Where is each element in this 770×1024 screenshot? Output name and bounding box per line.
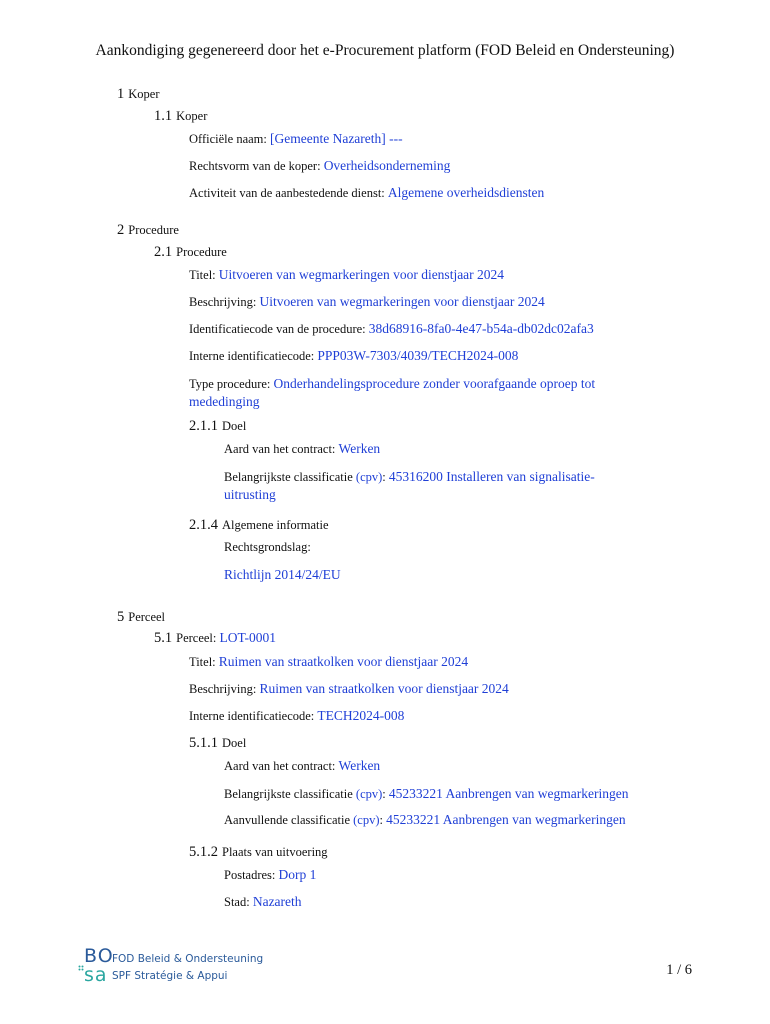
section-5-1-2-heading: 5.1.2 Plaats van uitvoering xyxy=(189,844,328,860)
procedure-title-row: Titel: Uitvoeren van wegmarkeringen voor dienstjaar 2024 xyxy=(189,267,505,282)
activity-row: Activiteit van de aanbestedende dienst: Algemene overheidsdiensten xyxy=(189,185,545,200)
lot-internal-id-row: Interne identificatiecode: TECH2024-008 xyxy=(189,708,405,723)
procedure-description-row: Beschrijving: Uitvoeren van wegmarkeringen voor dienstjaar 2024 xyxy=(189,294,545,309)
page-header: Aankondiging gegenereerd door het e-Procurement platform (FOD Beleid en Ondersteuning) xyxy=(95,42,675,59)
postal-address-row: Postadres: Dorp 1 xyxy=(224,867,317,882)
section-5-heading: 5 Perceel xyxy=(117,609,166,625)
main-classification-row: Belangrijkste classificatie (cpv): 45316200 Installeren van signalisatie- uitrusting xyxy=(224,469,595,502)
official-name-row: Officiële naam: [Gemeente Nazareth] --- xyxy=(189,131,403,146)
lot-contract-nature-row: Aard van het contract: Werken xyxy=(224,758,381,773)
procedure-type-row: Type procedure: Onderhandelingsprocedure zonder voorafgaande oproep tot mededinging xyxy=(189,376,596,409)
section-2-heading: 2 Procedure xyxy=(117,222,179,238)
procedure-id-row: Identificatiecode van de procedure: 38d68916-8fa0-4e47-b54a-db02dc02afa3 xyxy=(189,321,594,336)
bosa-logo-mark: BO sa xyxy=(84,945,114,986)
legal-basis-value: Richtlijn 2014/24/EU xyxy=(224,567,341,582)
lot-title-row: Titel: Ruimen van straatkolken voor dienstjaar 2024 xyxy=(189,654,469,669)
section-2-1-heading: 2.1 Procedure xyxy=(154,244,227,260)
city-row: Stad: Nazareth xyxy=(224,894,302,909)
section-2-1-1-heading: 2.1.1 Doel xyxy=(189,418,247,434)
logo-dots-icon xyxy=(78,965,84,971)
bosa-logo xyxy=(84,947,284,991)
legal-basis-label: Rechtsgrondslag: xyxy=(224,540,311,554)
lot-additional-classification-row: Aanvullende classificatie (cpv): 45233221 Aanbrengen van wegmarkeringen xyxy=(224,812,626,827)
section-5-1-heading: 5.1 Perceel: LOT-0001 xyxy=(154,630,277,646)
lot-main-classification-row: Belangrijkste classificatie (cpv): 45233221 Aanbrengen van wegmarkeringen xyxy=(224,786,629,801)
lot-description-row: Beschrijving: Ruimen van straatkolken voor dienstjaar 2024 xyxy=(189,681,509,696)
section-2-1-4-heading: 2.1.4 Algemene informatie xyxy=(189,517,329,533)
section-1-1-heading: 1.1 Koper xyxy=(154,108,208,124)
section-5-1-1-heading: 5.1.1 Doel xyxy=(189,735,247,751)
legal-form-row: Rechtsvorm van de koper: Overheidsonderneming xyxy=(189,158,451,173)
contract-nature-row: Aard van het contract: Werken xyxy=(224,441,381,456)
section-1-heading: 1 Koper xyxy=(117,86,160,102)
internal-id-row: Interne identificatiecode: PPP03W-7303/4039/TECH2024-008 xyxy=(189,348,519,363)
page-number: 1 / 6 xyxy=(666,962,692,978)
logo-text: FOD Beleid & Ondersteuning SPF Stratégie & Appui xyxy=(112,953,264,982)
